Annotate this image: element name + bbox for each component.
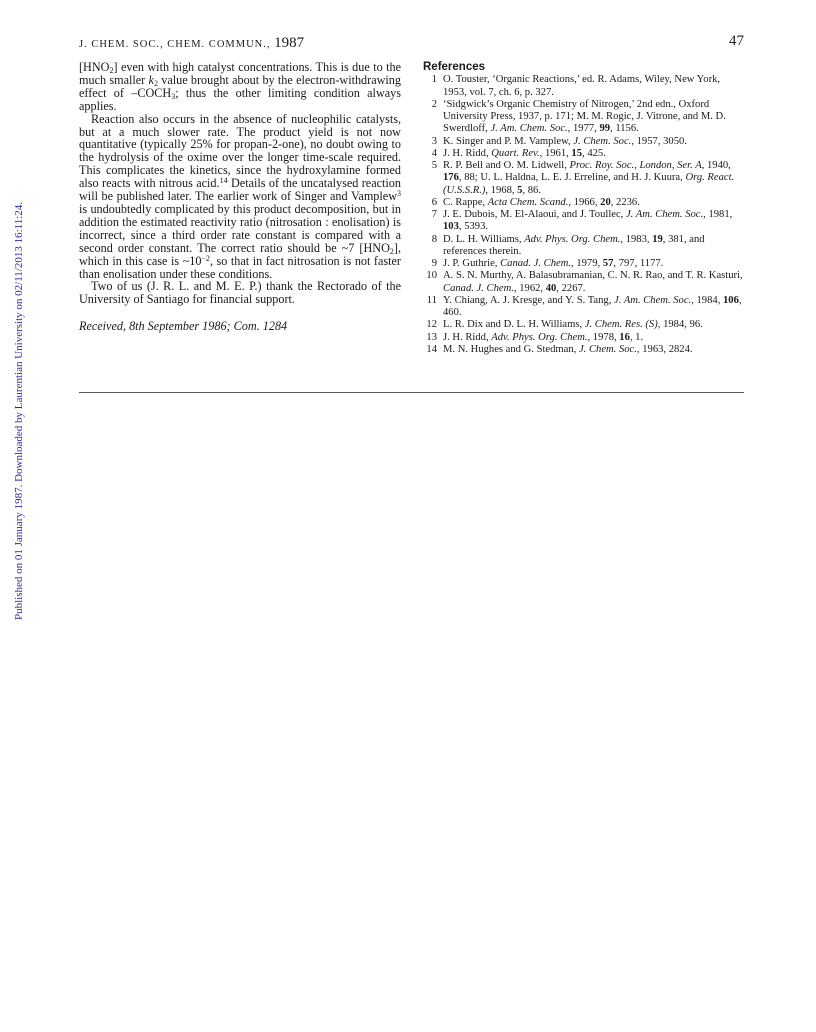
reference-item: 4 J. H. Ridd, Quart. Rev., 1961, 15, 425. bbox=[431, 147, 606, 159]
reference-item: 10 A. S. N. Murthy, A. Balasubramanian, C. N. R. Rao, and T. R. Kasturi, Canad. J. Chem., 1962, 40, 2267. bbox=[426, 270, 743, 294]
paragraph-2: Reaction also occurs in the absence of nucleophilic catalysts, but at a much slower rate. The product yield is not now quantitative (typically 25% for propan-2-one), no doubt owing to the hydrolysis of the oxime over the longer time-scale required. This complicates the kinetics, since the hydroxylamine formed also reacts with nitrous acid.$^{14}$ Details of the uncatalysed reaction will be published later. The earlier work of Singer and Vamplew$^3$ is undoubtedly complicated by this product decomposition, but in addition the estimated reactivity ratio (nitrosation : enolisation) is incorrect, since a third order rate constant is compared with a second order constant. The correct ratio should be ~7 $[HNO_2]$, which in this case is $\sim 10^{-2}$, so that in fact nitrosation is not faster than enolisation under these conditions. bbox=[79, 111, 401, 281]
references-column bbox=[423, 61, 744, 356]
end-rule bbox=[79, 392, 744, 393]
journal-year: 1987 bbox=[274, 35, 305, 51]
body-column bbox=[79, 61, 401, 333]
reference-item: 13 J. H. Ridd, Adv. Phys. Org. Chem., 1978, 16, 1. bbox=[426, 331, 644, 343]
reference-item: 5 R. P. Bell and O. M. Lidwell, Proc. Roy. Soc., London, Ser. A, 1940, 176, 88; U. L. Haldna, L. E. J. Erreline, and H. J. Kuura, Org. React. (U.S.S.R.), 1968, 5, 86. bbox=[431, 160, 735, 196]
reference-item: 7 J. E. Dubois, M. El-Alaoui, and J. Toullec, J. Am. Chem. Soc., 1981, 103, 5393. bbox=[431, 209, 733, 233]
reference-item: 6 C. Rappe, Acta Chem. Scand., 1966, 20, 2236. bbox=[431, 196, 640, 208]
running-header bbox=[79, 35, 304, 52]
received-date: Received, 8th September 1986; Com. 1284 bbox=[79, 319, 288, 334]
reference-item: 14 M. N. Hughes and G. Stedman, J. Chem. Soc., 1963, 2824. bbox=[426, 343, 693, 355]
reference-item: 1 O. Touster, ‘Organic Reactions,’ ed. R. Adams, Wiley, New York, 1953, vol. 7, ch. 6, p. 327. bbox=[431, 74, 721, 98]
paragraph-1: $[HNO_2]$ even with high catalyst concentrations. This is due to the much smaller $k_2$ value brought about by the electron-withdrawing effect of $-COCH_3$; thus the other limiting condition always applies. bbox=[79, 60, 401, 113]
references-heading: References bbox=[423, 61, 486, 73]
journal-name: J. CHEM. SOC., CHEM. COMMUN., bbox=[79, 39, 271, 50]
reference-item: 9 J. P. Guthrie, Canad. J. Chem., 1979, 57, 797, 1177. bbox=[431, 258, 664, 269]
reference-item: 3 K. Singer and P. M. Vamplew, J. Chem. Soc., 1957, 3050. bbox=[431, 135, 687, 147]
reference-item: 12 L. R. Dix and D. L. H. Williams, J. Chem. Res. (S), 1984, 96. bbox=[426, 319, 703, 331]
reference-item: 8 D. L. H. Williams, Adv. Phys. Org. Chem., 1983, 19, 381, and references therein. bbox=[431, 233, 705, 257]
reference-item: 11 Y. Chiang, A. J. Kresge, and Y. S. Tang, J. Am. Chem. Soc., 1984, 106, 460. bbox=[426, 294, 742, 318]
page-number: 47 bbox=[729, 33, 744, 49]
acknowledgement: Two of us (J. R. L. and M. E. P.) thank the Rectorado of the University of Santiago for financial support. bbox=[79, 279, 401, 307]
reference-item: 2 ‘Sidgwick’s Organic Chemistry of Nitrogen,’ 2nd edn., Oxford University Press, 1937, p. 171; M. M. Rogic, J. Vitrone, and M. D. Swerdloff, J. Am. Chem. Soc., 1977, 99, 1156. bbox=[431, 98, 726, 135]
download-watermark-text: Published on 01 January 1987. Downloaded by Laurentian University on 02/11/2013 16:11:24. bbox=[13, 201, 25, 620]
